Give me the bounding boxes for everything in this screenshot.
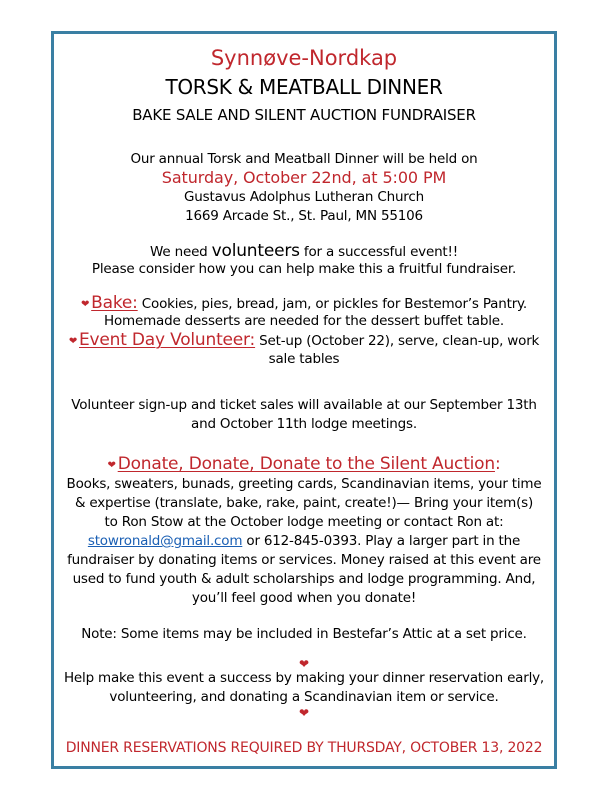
org-name: Synnøve-Nordkap: [210, 46, 398, 70]
donate-line3: to Ron Stow at the October lodge meeting or contact Ron at:: [104, 514, 504, 530]
bake-item: [54, 293, 554, 313]
event-day-line1: Set-up (October 22), serve, clean-up, work: [255, 333, 540, 349]
signup-line2: and October 11th lodge meetings.: [191, 416, 417, 432]
venue: Gustavus Adolphus Lutheran Church: [184, 189, 424, 205]
heart-icon: ❤: [80, 299, 90, 310]
volunteer-suffix: for a successful event!!: [299, 244, 458, 260]
bake-line2: Homemade desserts are needed for the dessert buffet table.: [104, 313, 504, 329]
intro-text: Our annual Torsk and Meatball Dinner will be held on: [130, 151, 478, 167]
donate-line6: used to fund youth & adult scholarships and lodge programming. And,: [72, 571, 536, 587]
heart-icon: ❤: [68, 336, 78, 347]
event-day-line2: sale tables: [268, 351, 340, 367]
event-title: TORSK & MEATBALL DINNER: [165, 75, 443, 99]
bake-line1: Cookies, pies, bread, jam, or pickles for Bestemor’s Pantry.: [137, 296, 528, 312]
address: 1669 Arcade St., St. Paul, MN 55106: [185, 208, 423, 224]
donate-line4: [54, 533, 554, 549]
heart-icon: ❤: [107, 460, 116, 471]
event-day-heading: Event Day Volunteer:: [79, 330, 256, 350]
heart-icon: ❤: [298, 706, 310, 720]
volunteer-call-line2: Please consider how you can help make this a fruitful fundraiser.: [91, 261, 517, 277]
event-subtitle: BAKE SALE AND SILENT AUCTION FUNDRAISER: [132, 106, 476, 124]
donate-heading-line: [54, 454, 554, 474]
email-link[interactable]: stowronald@gmail.com: [87, 533, 243, 549]
donate-line7: you’ll feel good when you donate!: [191, 590, 417, 606]
event-day-item: [54, 330, 554, 350]
donate-line5: fundraiser by donating items or services. Money raised at this event are: [67, 552, 541, 568]
donate-colon: :: [494, 454, 501, 474]
donate-heading: Donate, Donate, Donate to the Silent Auction: [117, 454, 495, 474]
closing-line1: Help make this event a success by making your dinner reservation early,: [63, 670, 545, 686]
signup-line1: Volunteer sign-up and ticket sales will available at our September 13th: [71, 397, 537, 413]
donate-line1: Books, sweaters, bunads, greeting cards, Scandinavian items, your time: [66, 476, 542, 492]
volunteer-call: [54, 241, 554, 261]
bake-heading: Bake:: [91, 293, 138, 313]
heart-icon: ❤: [298, 657, 310, 671]
note: Note: Some items may be included in Bestefar’s Attic at a set price.: [81, 626, 527, 642]
closing-line2: volunteering, and donating a Scandinavian item or service.: [109, 689, 499, 705]
donate-line2: & expertise (translate, bake, rake, paint, create!)— Bring your item(s): [74, 495, 534, 511]
volunteer-prefix: We need: [150, 244, 212, 260]
phone-text: or 612-845-0393. Play a larger part in the: [242, 533, 521, 549]
volunteer-emphasis: volunteers: [211, 241, 300, 261]
flyer-frame: [51, 31, 557, 769]
event-date-time: Saturday, October 22nd, at 5:00 PM: [161, 168, 447, 187]
reservation-deadline: DINNER RESERVATIONS REQUIRED BY THURSDAY, OCTOBER 13, 2022: [65, 740, 543, 756]
